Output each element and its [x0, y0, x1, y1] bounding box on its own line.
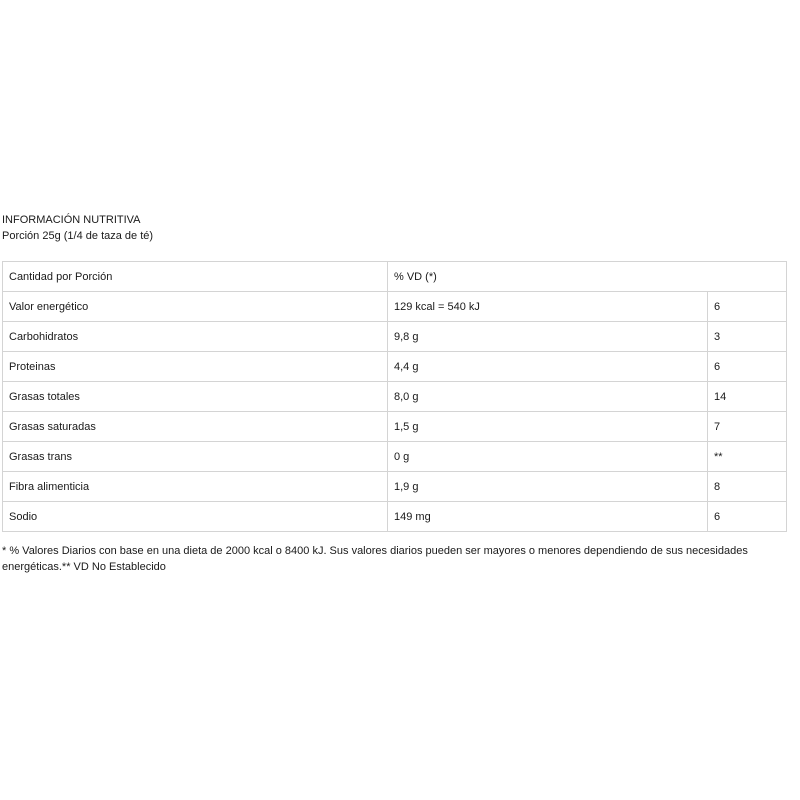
nutrient-amount: 1,9 g: [388, 472, 708, 502]
nutrient-name: Carbohidratos: [3, 322, 388, 352]
nutrient-name: Proteinas: [3, 352, 388, 382]
table-row: [3, 472, 787, 502]
nutrient-daily-value: 14: [708, 382, 787, 412]
nutrient-name: Grasas saturadas: [3, 412, 388, 442]
nutrient-amount: 129 kcal = 540 kJ: [388, 292, 708, 322]
nutrient-daily-value: 8: [708, 472, 787, 502]
nutrient-daily-value: 6: [708, 292, 787, 322]
table-row: [3, 382, 787, 412]
nutrient-name: Grasas totales: [3, 382, 388, 412]
nutrient-amount: 149 mg: [388, 502, 708, 532]
table-row: [3, 442, 787, 472]
nutrient-daily-value: 6: [708, 502, 787, 532]
table-row: [3, 292, 787, 322]
nutrient-name: Valor energético: [3, 292, 388, 322]
nutrient-daily-value: **: [708, 442, 787, 472]
table-row: [3, 352, 787, 382]
nutrient-daily-value: 3: [708, 322, 787, 352]
nutrient-name: Grasas trans: [3, 442, 388, 472]
portion-size: Porción 25g (1/4 de taza de té): [2, 230, 154, 242]
header-amount-per-portion: Cantidad por Porción: [3, 262, 388, 292]
nutrition-table: [2, 261, 787, 532]
nutrient-amount: 9,8 g: [388, 322, 708, 352]
nutrition-title: INFORMACIÓN NUTRITIVA: [2, 214, 141, 226]
table-row: [3, 322, 787, 352]
nutrient-name: Sodio: [3, 502, 388, 532]
daily-values-footnote: * % Valores Diarios con base en una dieta de 2000 kcal o 8400 kJ. Sus valores diarios pueden ser mayores o menores dependiendo de sus necesidades energéticas.** VD No Establecido: [2, 545, 748, 573]
nutrient-name: Fibra alimenticia: [3, 472, 388, 502]
table-row: [3, 502, 787, 532]
table-header-row: [3, 262, 787, 292]
nutrient-daily-value: 7: [708, 412, 787, 442]
nutrient-amount: 8,0 g: [388, 382, 708, 412]
table-row: [3, 412, 787, 442]
nutrient-daily-value: 6: [708, 352, 787, 382]
nutrient-amount: 0 g: [388, 442, 708, 472]
header-daily-value: % VD (*): [388, 262, 787, 292]
nutrient-amount: 1,5 g: [388, 412, 708, 442]
nutrient-amount: 4,4 g: [388, 352, 708, 382]
